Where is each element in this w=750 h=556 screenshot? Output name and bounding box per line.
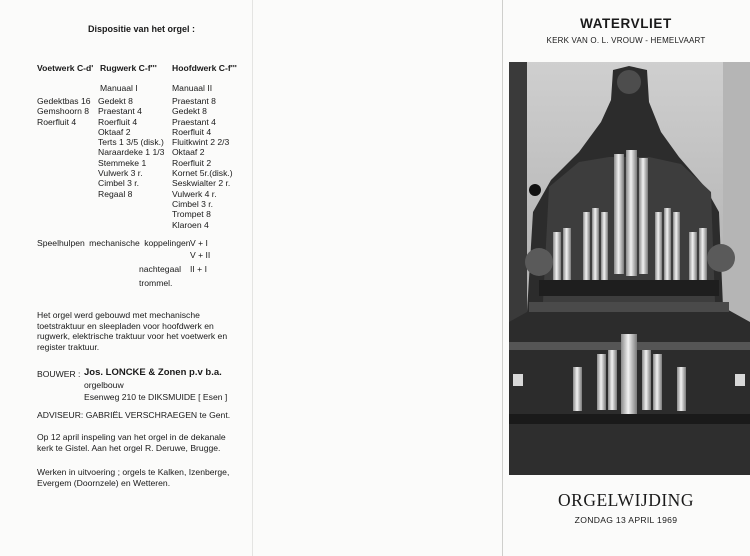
stop-item: Cimbel 3 r. — [98, 178, 140, 189]
stop-item: Roerfluit 2 — [172, 157, 212, 168]
stop-item: Roerfluit 4 — [98, 116, 138, 127]
disposition-heading: Dispositie van het orgel : — [88, 24, 196, 34]
stop-item: Oktaaf 2 — [98, 126, 131, 137]
stop-item: Stemmeke 1 — [98, 157, 147, 168]
fold-line — [252, 0, 253, 556]
stop-item: Vulwerk 3 r. — [98, 168, 143, 179]
nightingale-label: nachtegaal — [139, 264, 182, 274]
stop-item: Trompet 8 — [172, 209, 211, 220]
stop-item: Naraardeke 1 1/3 — [98, 147, 165, 158]
manual-label: Manuaal II — [172, 83, 213, 93]
construction-description: Het orgel werd gebouwd met mechanische toetstraktuur en sleepladen voor hoofdwerk en rugwerk, elektrische traktuur voor het voetwerk en register traktuur. — [37, 310, 228, 352]
builder-name: Jos. LONCKE & Zonen p.v b.a. — [84, 367, 222, 378]
division-name: Rugwerk C-f''' — [100, 63, 157, 73]
stop-item: Gedektbas 16 — [37, 96, 91, 106]
nightingale-value: II + I — [190, 264, 207, 274]
stop-item: Oktaaf 2 — [172, 147, 205, 158]
manual-label: Manuaal I — [100, 83, 138, 93]
builder-address: Esenweg 210 te DIKSMUIDE [ Esen ] — [84, 392, 228, 402]
aids-label: Speelhulpen mechanische koppelingen — [37, 238, 191, 248]
stop-item: Roerfluit 4 — [172, 126, 212, 137]
stop-list-rugwerk — [98, 96, 164, 199]
fold-line — [502, 0, 503, 556]
stop-item: Kornet 5r.(disk.) — [172, 168, 233, 179]
stop-item: Gedekt 8 — [172, 106, 207, 117]
builder-label: BOUWER : — [37, 369, 81, 379]
stop-item: Praestant 8 — [172, 96, 216, 106]
stop-item: Terts 1 3/5 (disk.) — [98, 137, 164, 148]
stop-item: Regaal 8 — [98, 188, 133, 199]
stop-list-hoofdwerk — [172, 96, 233, 230]
stop-item: Praestant 4 — [98, 106, 142, 117]
event-title: ORGELWIJDING — [558, 490, 694, 510]
organ-illustration — [509, 62, 750, 475]
stop-item: Praestant 4 — [172, 116, 216, 127]
stop-item: Fluitkwint 2 2/3 — [172, 137, 230, 148]
stop-item: Seskwialter 2 r. — [172, 178, 231, 189]
division-name: Hoofdwerk C-f''' — [172, 63, 237, 73]
stop-item: Gedekt 8 — [98, 96, 133, 106]
stop-item: Roerfluit 4 — [37, 116, 77, 127]
advisor: ADVISEUR: GABRIËL VERSCHRAEGEN te Gent. — [37, 410, 231, 420]
inauguration-note: Op 12 april inspeling van het orgel in de dekanale kerk te Gistel. Aan het orgel R. Deruwe, Brugge. — [37, 432, 226, 453]
works-in-progress: Werken in uitvoering ; orgels te Kalken, Izenberge, Evergem (Doornzele) en Wetteren. — [37, 467, 230, 488]
coupler-item: V + I — [190, 238, 208, 248]
town-title: WATERVLIET — [580, 16, 672, 31]
tremulant: trommel. — [139, 278, 173, 288]
stop-item: Gemshoorn 8 — [37, 106, 90, 117]
organ-photo — [509, 62, 750, 475]
church-name: KERK VAN O. L. VROUW - HEMELVAART — [546, 36, 706, 45]
stop-item: Cimbel 3 r. — [172, 198, 214, 209]
builder-trade: orgelbouw — [84, 380, 124, 390]
coupler-item: V + II — [190, 250, 211, 260]
division-name: Voetwerk C-d' — [37, 63, 94, 73]
stop-item: Klaroen 4 — [172, 219, 209, 230]
event-date: ZONDAG 13 APRIL 1969 — [574, 515, 678, 525]
stop-item: Vulwerk 4 r. — [172, 188, 217, 199]
stop-list-voetwerk — [37, 96, 91, 127]
